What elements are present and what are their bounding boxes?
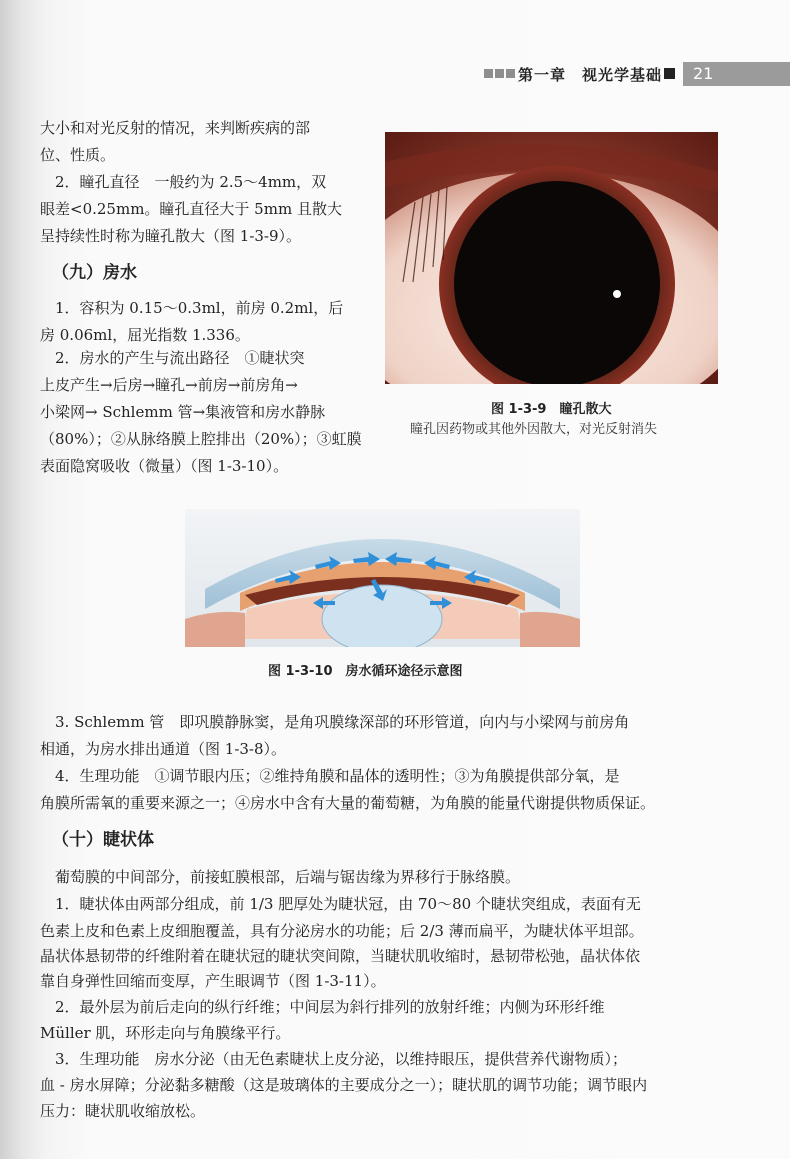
header-square-2 [495,69,504,78]
figure-subcaption-1-3-9: 瞳孔因药物或其他外因散大，对光反射消失 [410,422,658,437]
section-heading-9: （九）房水 [52,263,137,283]
text-line: 葡萄膜的中间部分，前接虹膜根部，后端与锯齿缘为界移行于脉络膜。 [40,868,521,886]
text-line: 3．生理功能 房水分泌（由无色素睫状上皮分泌，以维持眼压，提供营养代谢物质）； [40,1050,628,1068]
figure-caption-1-3-9: 图 1-3-9 瞳孔散大 [491,402,612,417]
text-line: 2．瞳孔直径 一般约为 2.5～4mm，双 [40,173,327,191]
text-line: 压力：睫状肌收缩放松。 [40,1102,206,1120]
header-square-1 [484,69,493,78]
text-line: 角膜所需氧的重要来源之一；④房水中含有大量的葡萄糖，为角膜的能量代谢提供物质保证。 [40,794,656,812]
text-line: 2．最外层为前后走向的纵行纤维；中间层为斜行排列的放射纤维；内侧为环形纤维 [40,998,605,1016]
text-line: 呈持续性时称为瞳孔散大（图 1-3-9）。 [40,227,302,245]
figure-caption-1-3-10: 图 1-3-10 房水循环途径示意图 [268,664,463,679]
text-line: 1．睫状体由两部分组成，前 1/3 肥厚处为睫状冠，由 70～80 个睫状突组成，表面有无 [40,895,641,913]
text-line: 相通，为房水排出通道（图 1-3-8）。 [40,740,287,758]
text-line: 血 - 房水屏障；分泌黏多糖酸（这是玻璃体的主要成分之一）；睫状肌的调节功能；调节眼内 [40,1076,648,1094]
text-line: 3. Schlemm 管 即巩膜静脉窦，是角巩膜缘深部的环形管道，向内与小梁网与前房角 [40,713,630,731]
text-line: 小梁网→ Schlemm 管→集液管和房水静脉 [40,403,326,421]
page-number-box [683,62,790,86]
text-line: 表面隐窝吸收（微量）（图 1-3-10）。 [40,457,289,475]
text-line: 晶状体悬韧带的纤维附着在睫状冠的睫状突间隙，当睫状肌收缩时，悬韧带松弛，晶状体依 [40,947,641,965]
text-line: 眼差<0.25mm。瞳孔直径大于 5mm 且散大 [40,200,342,218]
text-line: 上皮产生→后房→瞳孔→前房→前房角→ [40,376,298,394]
section-heading-10: （十）睫状体 [52,830,154,850]
text-line: Müller 肌，环形走向与角膜缘平行。 [40,1024,291,1042]
text-line: 位、性质。 [40,146,116,164]
aqueous-flow-svg [185,509,580,647]
header-block [664,68,675,79]
text-line: 房 0.06ml，屈光指数 1.336。 [40,326,250,344]
text-line: 4．生理功能 ①调节眼内压；②维持角膜和晶体的透明性；③为角膜提供部分氧，是 [40,767,620,785]
text-line: 靠自身弹性回缩而变厚，产生眼调节（图 1-3-11）。 [40,972,386,990]
running-header [480,62,790,86]
text-line: （80%）；②从脉络膜上腔排出（20%）；③虹膜 [40,430,362,448]
eye-illustration [385,132,718,384]
dilated-pupil-photo [385,132,718,384]
page-number: 21 [693,64,714,83]
text-line: 大小和对光反射的情况，来判断疾病的部 [40,119,311,137]
text-line: 2．房水的产生与流出路径 ①睫状突 [40,349,305,367]
chapter-title: 第一章 视光学基础 [518,66,663,84]
text-line: 色素上皮和色素上皮细胞覆盖，具有分泌房水的功能；后 2/3 薄而扁平，为睫状体平坦部。 [40,922,644,940]
aqueous-flow-diagram [185,509,580,647]
text-line: 1．容积为 0.15～0.3ml，前房 0.2ml，后 [40,299,344,317]
header-square-3 [506,69,515,78]
